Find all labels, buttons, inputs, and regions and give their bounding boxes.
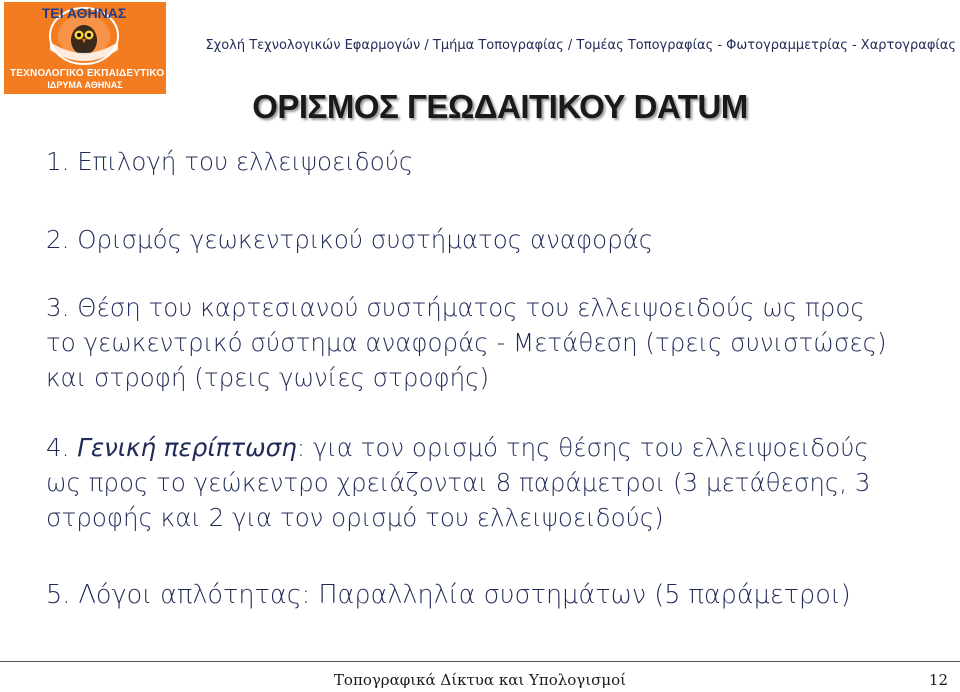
- header-breadcrumb: Σχολή Τεχνολογικών Εφαρμογών / Τμήμα Τοπογραφίας / Τομέας Τοπογραφίας - Φωτογραμμετρίας - Χαρτογραφίας: [205, 38, 956, 53]
- item-number: 1.: [46, 147, 70, 176]
- item-text: Λόγοι απλότητας: Παραλληλία συστημάτων (5 παράμετροι): [78, 580, 851, 610]
- item-text-line-1: Θέση του καρτεσιανού συστήματος του ελλειψοειδούς ως προς: [77, 293, 865, 322]
- item-line: το γεωκεντρικό σύστημα αναφοράς - Μετάθεση (τρεις συνιστώσες): [46, 328, 887, 357]
- item-line: και στροφή (τρεις γωνίες στροφής): [46, 363, 490, 392]
- logo-title: ΤΕΧΝΟΛΟΓΙΚΟ ΕΚΠΑΙΔΕΥΤΙΚΟ: [10, 68, 165, 79]
- footer-divider: [0, 661, 960, 662]
- logo-name-text: ΤΕΙ ΑΘΗΝΑΣ: [41, 5, 127, 21]
- list-item-5: [46, 578, 851, 613]
- list-item-1: [46, 144, 413, 179]
- logo-subtitle: ΙΔΡΥΜΑ ΑΘΗΝΑΣ: [47, 80, 123, 90]
- item-number: 3.: [46, 293, 70, 322]
- footer-course-title: Τοπογραφικά Δίκτυα και Υπολογισμοί: [333, 671, 627, 689]
- item-line: [46, 290, 946, 325]
- item-number: 5.: [46, 580, 71, 610]
- list-item-2: [46, 222, 653, 257]
- list-item-3: [46, 290, 946, 395]
- list-item-4: [46, 430, 946, 535]
- item-line: ως προς το γεώκεντρο χρειάζονται 8 παράμετροι (3 μετάθεσης, 3: [46, 468, 871, 497]
- item-number: 2.: [46, 225, 70, 254]
- item-text: Επιλογή του ελλειψοειδούς: [77, 147, 414, 176]
- item-text-line-1: : για τον ορισμό της θέσης του ελλειψοειδούς: [296, 433, 869, 462]
- item-text: Ορισμός γεωκεντρικού συστήματος αναφοράς: [77, 225, 654, 254]
- institution-logo: [4, 2, 166, 94]
- item-line: στροφής και 2 για τον ορισμό του ελλειψοειδούς): [46, 503, 664, 532]
- item-emphasis: Γενική περίπτωση: [77, 433, 297, 462]
- item-number: 4.: [46, 433, 70, 462]
- item-line: [46, 430, 946, 465]
- page-number: 12: [928, 671, 948, 689]
- slide-title: ΟΡΙΣΜΟΣ ΓΕΩΔΑΙΤΙΚΟΥ DATUM: [252, 88, 748, 125]
